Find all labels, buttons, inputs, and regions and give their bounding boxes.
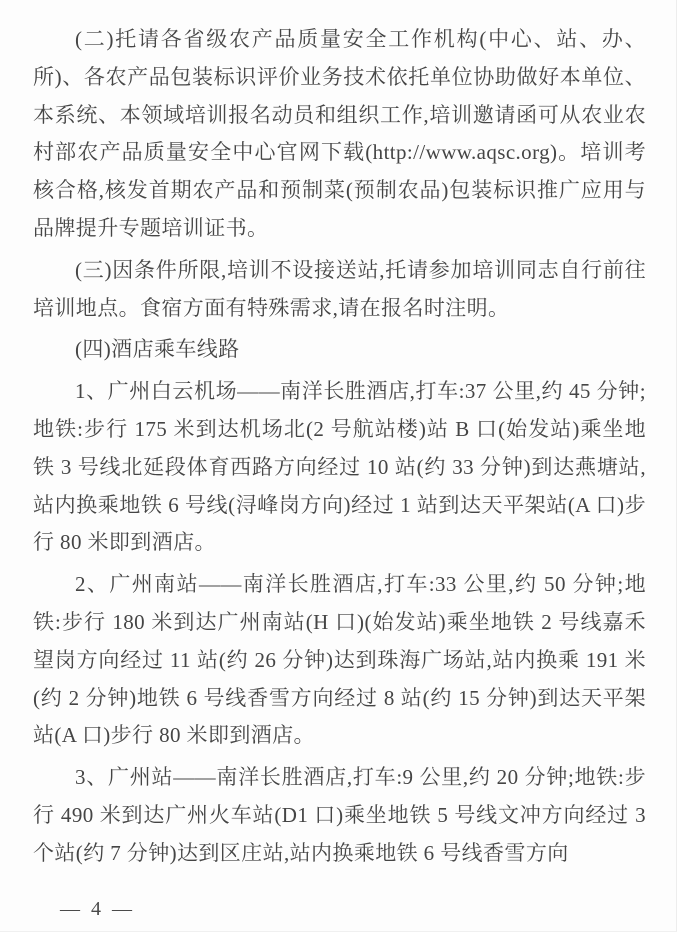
paragraph-route-2: 2、广州南站——南洋长胜酒店,打车:33 公里,约 50 分钟;地铁:步行 180 米到达广州南站(H 口)(始发站)乘坐地铁 2 号线嘉禾望岗方向经过 11 站(约 26 分钟)达到珠海广场站,站内换乘 191 米(约 2 分钟)地铁 6 号线香雪方向经过 8 站(约 15 分钟)到达天平架站(A 口)步行 80 米即到酒店。 xyxy=(33,572,646,748)
paragraph-section-2: (二)托请各省级农产品质量安全工作机构(中心、站、办、所)、各农产品包装标识评价业务技术依托单位协助做好本单位、本系统、本领域培训报名动员和组织工作,培训邀请函可从农业农村部农产品质量安全中心官网下载(http://www.aqsc.org)。培训考核合格,核发首期农产品和预制菜(预制农品)包装标识推广应用与品牌提升专题培训证书。 xyxy=(33,27,646,240)
page-footer xyxy=(60,898,135,921)
document-body xyxy=(33,21,646,873)
paragraph-section-3: (三)因条件所限,培训不设接送站,托请参加培训同志自行前往培训地点。食宿方面有特殊需求,请在报名时注明。 xyxy=(33,257,646,320)
paragraph-route-1: 1、广州白云机场——南洋长胜酒店,打车:37 公里,约 45 分钟;地铁:步行 175 米到达机场北(2 号航站楼)站 B 口(始发站)乘坐地铁 3 号线北延段体育西路方向经过 10 站(约 33 分钟)到达燕塘站,站内换乘地铁 6 号线(浔峰岗方向)经过 1 站到达天平架站(A 口)步行 80 米即到酒店。 xyxy=(33,379,646,555)
page-number: — 4 — xyxy=(60,898,135,920)
paragraph-route-3: 3、广州站——南洋长胜酒店,打车:9 公里,约 20 分钟;地铁:步行 490 米到达广州火车站(D1 口)乘坐地铁 5 号线文冲方向经过 3 个站(约 7 分钟)达到区庄站,站内换乘地铁 6 号线香雪方向 xyxy=(33,765,646,865)
paragraph-section-4-heading: (四)酒店乘车线路 xyxy=(75,337,240,362)
